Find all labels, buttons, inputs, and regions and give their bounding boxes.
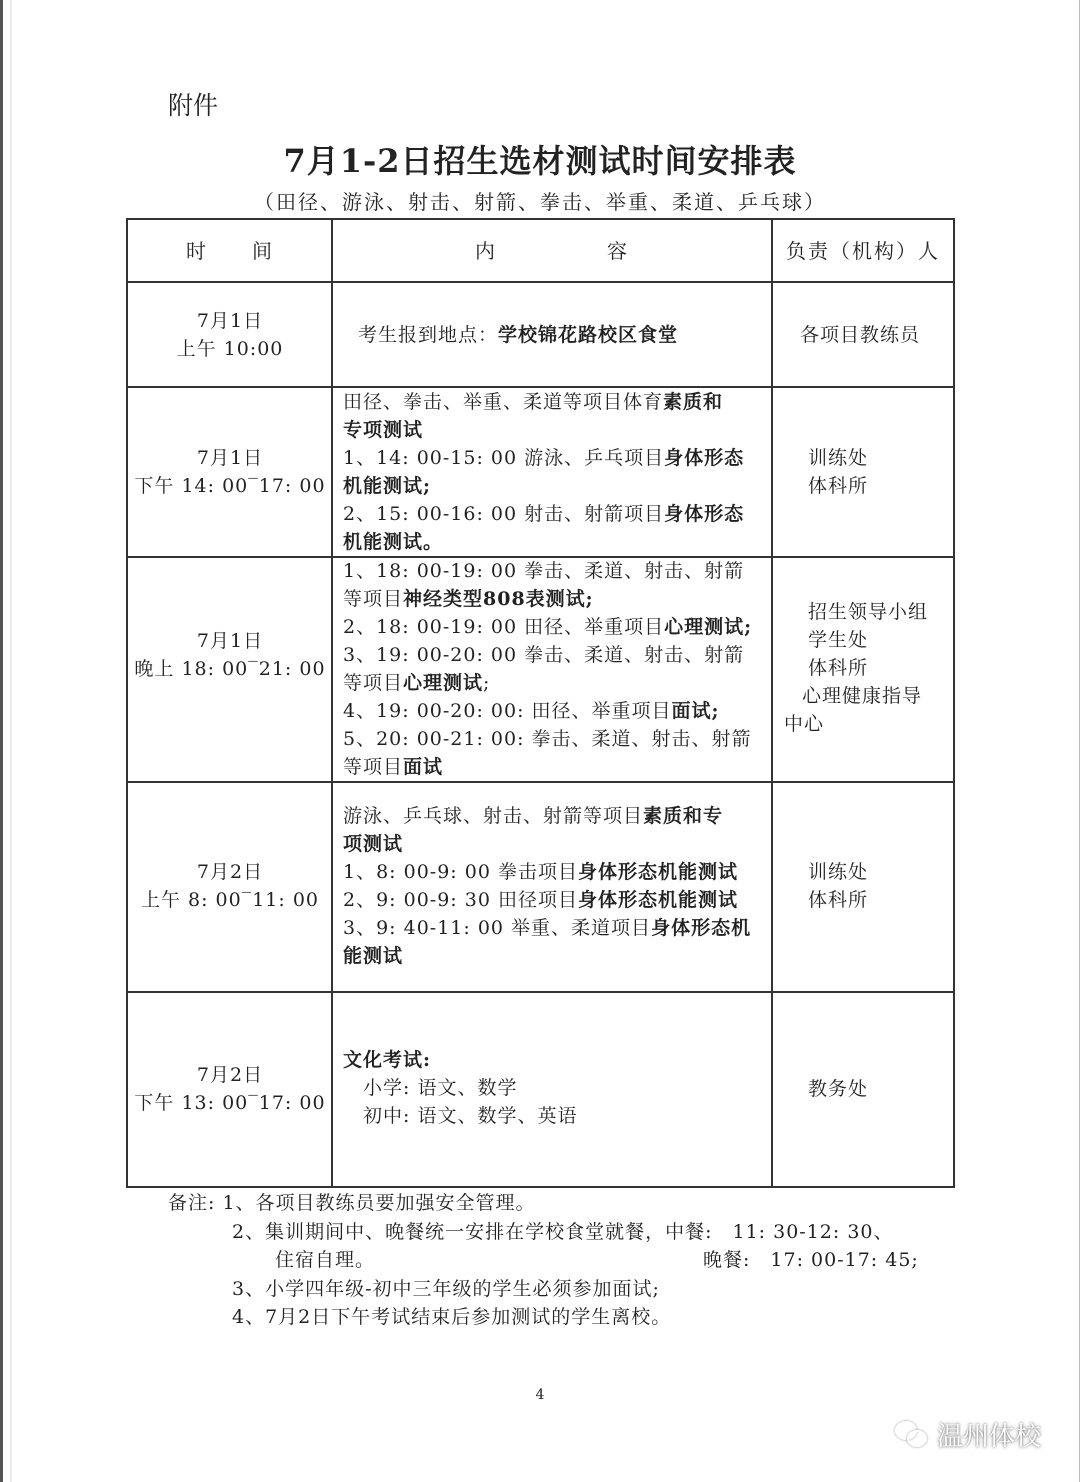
- text-run: 等项目: [343, 756, 404, 778]
- row-3-responsible: [784, 598, 954, 738]
- text-run: 田径、拳击、举重、柔道等项目体育: [343, 391, 664, 413]
- table-rule: [126, 781, 955, 783]
- row-2-responsible: [808, 444, 978, 500]
- text-run: 2、15: 00-16: 00 射击、射箭项目: [343, 503, 665, 525]
- bold-run: 机能测试;: [343, 475, 432, 497]
- row-5-content: [343, 1046, 767, 1130]
- responsible-line: 体科所: [808, 657, 869, 679]
- responsible-line: 心理健康指导: [802, 685, 923, 707]
- note-2-continued: 住宿自理。: [275, 1249, 376, 1271]
- text-run: 小学: 语文、数学: [343, 1077, 518, 1099]
- text-run: 1、18: 00-19: 00 拳击、柔道、射击、射箭: [343, 560, 745, 582]
- table-col-rule: [771, 218, 773, 1188]
- responsible-line: 训练处: [808, 861, 869, 883]
- time-date: 7月1日: [196, 630, 264, 652]
- time-range: 下午 14: 00‾17: 00: [134, 475, 326, 497]
- header-content: 内 容: [475, 239, 629, 263]
- wechat-icon: [895, 1419, 929, 1449]
- bold-run: 心理测试;: [664, 616, 753, 638]
- time-range: 晚上 18: 00‾21: 00: [134, 658, 326, 680]
- time-range: 上午 8: 00‾11: 00: [140, 889, 320, 911]
- bold-run: 身体形态机: [651, 917, 752, 939]
- content-line: [343, 416, 767, 444]
- row-5-responsible: [808, 1075, 978, 1103]
- content-line: [343, 500, 767, 528]
- row-4-content: [343, 802, 767, 970]
- content-line: [343, 444, 767, 472]
- content-line: [343, 669, 767, 697]
- table-rule: [126, 991, 955, 993]
- bold-run: 素质和: [663, 391, 724, 413]
- responsible-line: 体科所: [808, 475, 869, 497]
- content-line: [343, 802, 767, 830]
- content-line: [343, 641, 767, 669]
- note-1: 备注: 1、各项目教练员要加强安全管理。: [168, 1192, 536, 1214]
- row-1-time: [130, 307, 330, 363]
- row-5-time: [130, 1061, 330, 1117]
- time-date: 7月2日: [196, 861, 264, 883]
- note-3: 3、小学四年级-初中三年级的学生必须参加面试;: [232, 1278, 660, 1300]
- bold-run: 学校锦花路校区食堂: [498, 324, 679, 346]
- text-run: 游泳、乒乓球、射击、射箭等项目: [343, 805, 644, 827]
- time-range: 上午 10:00: [176, 338, 284, 360]
- note-2: 2、集训期间中、晚餐统一安排在学校食堂就餐，中餐: 11: 30-12: 30、: [232, 1221, 894, 1243]
- text-run: 2、9: 00-9: 30 田径项目: [343, 889, 578, 911]
- text-run: 3、19: 00-20: 00 拳击、柔道、射击、射箭: [343, 644, 745, 666]
- text-run: 1、14: 00-15: 00 游泳、乒乓项目: [343, 447, 665, 469]
- bold-run: 心理测试: [403, 672, 484, 694]
- responsible-line: 中心: [784, 713, 825, 735]
- content-line: [343, 557, 767, 585]
- attachment-label: 附件: [168, 91, 219, 120]
- responsible-line: 各项目教练员: [800, 324, 921, 346]
- responsible-line: 训练处: [808, 447, 869, 469]
- text-run: 5、20: 00-21: 00: 拳击、柔道、射击、射箭: [343, 728, 752, 750]
- content-line: [343, 613, 767, 641]
- time-date: 7月1日: [196, 310, 264, 332]
- text-run: 4、19: 00-20: 00: 田径、举重项目: [343, 700, 672, 722]
- table-rule: [126, 281, 955, 283]
- row-4-responsible: [808, 858, 978, 914]
- content-line: [343, 886, 767, 914]
- bold-run: 专项测试: [343, 419, 424, 441]
- text-run: 考生报到地点：: [358, 324, 499, 346]
- responsible-line: 体科所: [808, 889, 869, 911]
- page-number: 4: [535, 1387, 545, 1403]
- time-range: 下午 13: 00‾17: 00: [134, 1092, 326, 1114]
- document-subtitle: （田径、游泳、射击、射箭、拳击、举重、柔道、乒乓球）: [254, 190, 826, 214]
- row-1-responsible: [800, 321, 970, 349]
- responsible-line: 教务处: [808, 1078, 869, 1100]
- bold-run: 身体形态机能测试: [577, 889, 738, 911]
- content-line: [343, 388, 767, 416]
- table-border-top: [126, 218, 955, 220]
- bold-run: 面试: [403, 756, 444, 778]
- bold-run: 能测试: [343, 945, 404, 967]
- content-line: [343, 1102, 767, 1130]
- document-title: 7月1-2日招生选材测试时间安排表: [283, 142, 797, 180]
- text-run: 2、18: 00-19: 00 田径、举重项目: [343, 616, 665, 638]
- bold-run: 文化考试:: [343, 1049, 432, 1071]
- header-responsible: 负责（机构）人: [786, 239, 940, 263]
- content-line: [343, 472, 767, 500]
- row-3-content: [343, 557, 767, 781]
- bold-run: 素质和专: [643, 805, 724, 827]
- text-run: ;: [483, 672, 491, 694]
- row-3-time: [130, 627, 330, 683]
- bold-run: 身体形态: [664, 503, 745, 525]
- text-run: 1、8: 00-9: 00 拳击项目: [343, 861, 578, 883]
- content-line: [343, 697, 767, 725]
- content-line: [343, 725, 767, 753]
- content-line: [343, 753, 767, 781]
- content-line: [343, 1074, 767, 1102]
- content-line: [343, 830, 767, 858]
- watermark-text: 温州体校: [937, 1421, 1042, 1452]
- bold-run: 项测试: [343, 833, 404, 855]
- page-fold-shadow: [10, 0, 12, 1482]
- text-run: 等项目: [343, 588, 404, 610]
- text-run: 等项目: [343, 672, 404, 694]
- bold-run: 身体形态: [664, 447, 745, 469]
- responsible-line: 招生领导小组: [808, 601, 929, 623]
- note-4: 4、7月2日下午考试结束后参加测试的学生离校。: [232, 1306, 672, 1328]
- row-4-time: [130, 858, 330, 914]
- text-run: 初中: 语文、数学、英语: [343, 1105, 578, 1127]
- page-edge-left: [0, 0, 3, 1482]
- content-line: [343, 914, 767, 942]
- table-col-rule: [331, 218, 333, 1188]
- bold-run: 身体形态机能测试: [577, 861, 738, 883]
- responsible-line: 学生处: [808, 629, 869, 651]
- content-line: [343, 942, 767, 970]
- text-run: 3、9: 40-11: 00 举重、柔道项目: [343, 917, 652, 939]
- row-1-content: [358, 321, 782, 349]
- row-2-content: [343, 388, 767, 556]
- content-line: [358, 321, 782, 349]
- watermark: [895, 1412, 1041, 1456]
- row-2-time: [130, 444, 330, 500]
- table-border-left: [126, 218, 128, 1188]
- time-date: 7月2日: [196, 1064, 264, 1086]
- content-line: [343, 585, 767, 613]
- content-line: [343, 528, 767, 556]
- header-time: 时 间: [186, 239, 274, 263]
- note-2-dinner: 晚餐: 17: 00-17: 45;: [703, 1249, 919, 1271]
- bold-run: 面试;: [671, 700, 720, 722]
- bold-run: 机能测试。: [343, 531, 444, 553]
- content-line: [343, 858, 767, 886]
- time-date: 7月1日: [196, 447, 264, 469]
- bold-run: 神经类型808表测试;: [403, 588, 594, 610]
- content-line: [343, 1046, 767, 1074]
